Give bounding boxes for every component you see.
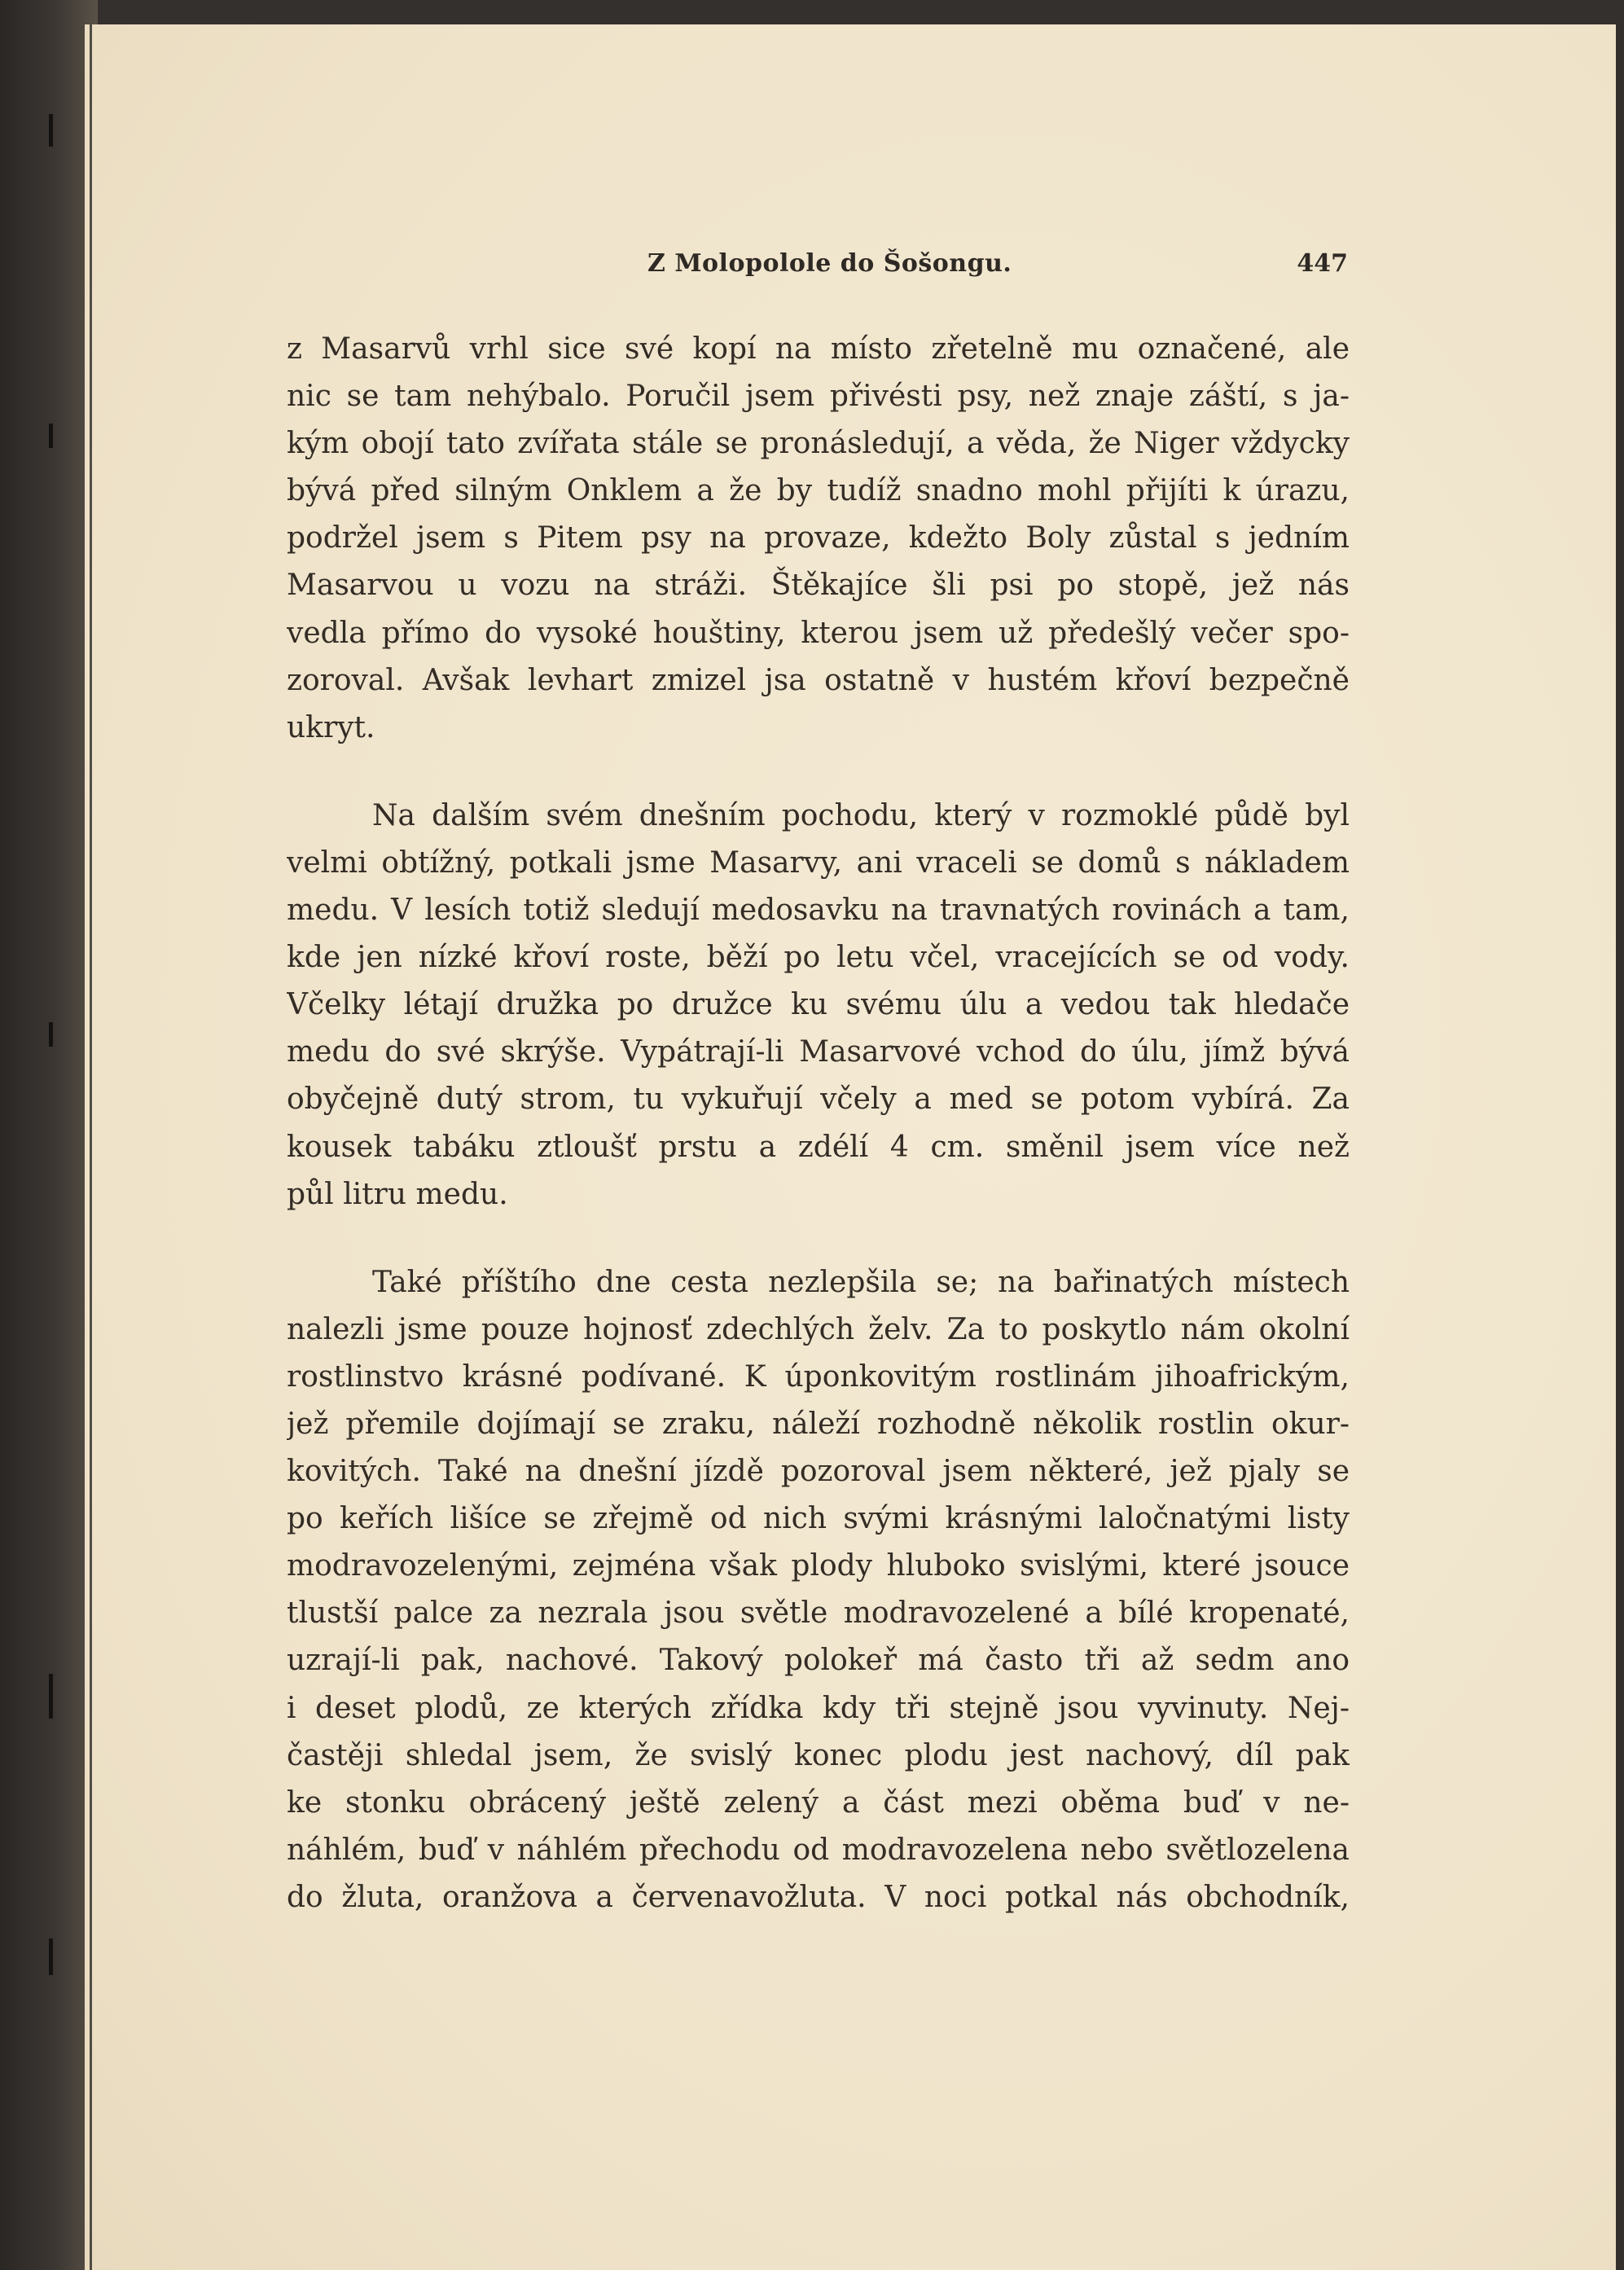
binding-gutter — [0, 0, 98, 2270]
text-line: jež přemile dojímají se zraku, náleží rozhodně několik rostlin okur- — [287, 1407, 1350, 1441]
text-line: bývá před silným Onklem a že by tudíž snadno mohl přijíti k úrazu, — [287, 474, 1350, 508]
paragraph — [287, 793, 1350, 1218]
binding-mark — [49, 1674, 53, 1719]
text-line: ke stonku obrácený ještě zelený a část mezi oběma buď v ne- — [287, 1785, 1350, 1820]
text-line: kde jen nízké křoví roste, běží po letu včel, vracejících se od vody. — [287, 941, 1350, 975]
text-line: medu. V lesích totiž sledují medosavku na travnatých rovinách a tam, — [287, 894, 1350, 928]
text-line: obyčejně dutý strom, tu vykuřují včely a med se potom vybírá. Za — [287, 1082, 1350, 1117]
page-edge-line — [90, 24, 92, 2270]
text-line: Včelky létají družka po družce ku svému úlu a vedou tak hledače — [287, 988, 1350, 1022]
text-line: ukryt. — [287, 710, 375, 744]
binding-mark — [49, 1939, 53, 1975]
text-line: po keřích lišíce se zřejmě od nich svými krásnými laločnatými listy — [287, 1502, 1350, 1536]
text-line: i deset plodů, ze kterých zřídka kdy tři stejně jsou vyvinuty. Nej- — [287, 1691, 1350, 1725]
running-title: Z Molopolole do Šošongu. — [647, 249, 1012, 278]
paragraph — [287, 326, 1350, 752]
text-line: vedla přímo do vysoké houštiny, kterou jsem už předešlý večer spo- — [287, 616, 1350, 650]
binding-mark — [49, 424, 53, 448]
text-line: rostlinstvo krásné podívané. K úponkovitým rostlinám jihoafrickým, — [287, 1359, 1350, 1394]
text-line: náhlém, buď v náhlém přechodu od modravozelena nebo světlozelena — [287, 1833, 1350, 1867]
paragraph-spacer — [287, 1218, 1350, 1259]
page-number: 447 — [1297, 249, 1348, 278]
text-line: půl litru medu. — [287, 1177, 508, 1211]
paragraph-spacer — [287, 752, 1350, 793]
text-line: Na dalším svém dnešním pochodu, který v rozmoklé půdě byl — [372, 798, 1350, 832]
text-line: Také příštího dne cesta nezlepšila se; na bařinatých místech — [372, 1265, 1350, 1299]
text-line: podržel jsem s Pitem psy na provaze, kdežto Boly zůstal s jedním — [287, 521, 1350, 555]
binding-mark — [49, 114, 53, 147]
text-line: kovitých. Také na dnešní jízdě pozoroval jsem některé, jež pjaly se — [287, 1455, 1350, 1489]
text-line: nic se tam nehýbalo. Poručil jsem přivésti psy, než znaje záští, s ja- — [287, 380, 1350, 414]
text-line: kým obojí tato zvířata stále se pronásledují, a věda, že Niger vždycky — [287, 427, 1350, 461]
text-line: tlustší palce za nezralа jsou světle modravozelené a bílé kropenaté, — [287, 1596, 1350, 1631]
text-line: nalezli jsme pouze hojnosť zdechlých želv. Za to poskytlo nám okolní — [287, 1312, 1350, 1346]
text-line: z Masarvů vrhl sice své kopí na místo zřetelně mu označené, ale — [287, 332, 1350, 366]
text-line: do žluta, oranžova a červenavožluta. V noci potkal nás obchodník, — [287, 1880, 1350, 1914]
text-line: uzrají-li pak, nachové. Takový polokeř má často tři až sedm ano — [287, 1644, 1350, 1678]
text-line: modravozelenými, zejména však plody hluboko svislými, které jsouce — [287, 1549, 1350, 1583]
text-line: častěji shledal jsem, že svislý konec plodu jest nachový, díl pak — [287, 1738, 1350, 1772]
text-line: Masarvou u vozu na stráži. Štěkajíce šli psi po stopě, jež nás — [287, 569, 1350, 603]
running-header — [289, 244, 1348, 285]
binding-mark — [49, 1022, 53, 1047]
paragraph — [287, 1259, 1350, 1921]
text-line: velmi obtížný, potkali jsme Masarvy, ani vraceli se domů s nákladem — [287, 845, 1350, 880]
page-body — [287, 326, 1350, 1921]
text-line: kousek tabáku ztloušť prstu a zdélí 4 cm. směnil jsem více než — [287, 1130, 1350, 1164]
text-line: zoroval. Avšak levhart zmizel jsa ostatně v hustém křoví bezpečně — [287, 663, 1350, 697]
text-line: medu do své skrýše. Vypátrají-li Masarvové vchod do úlu, jímž bývá — [287, 1035, 1350, 1069]
